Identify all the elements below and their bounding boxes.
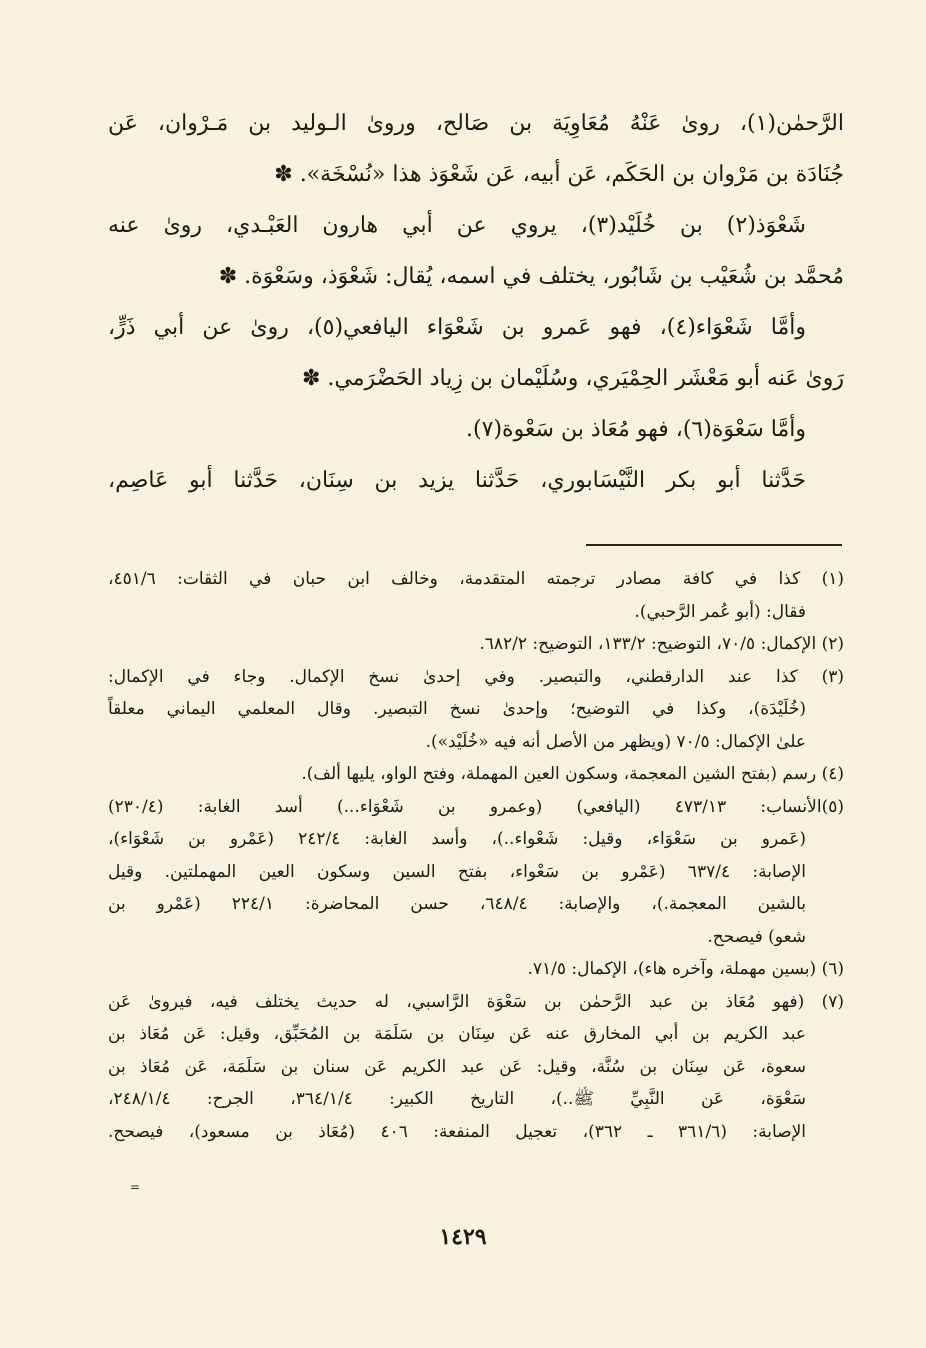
footnote-line: (خُلَيْدَة)، وكذا في التوضيح؛ وإحدىٰ نسخ التبصير. وقال المعلمي اليماني معلقاً (108, 699, 806, 719)
paragraph-shawa (108, 302, 844, 404)
footnote-line: (عَمرو بن سَعْوَاء، وقيل: شَعْواء..)، وأسد الغابة: ٢٤٢/٤ (عَمْرو بن شَعْوَاء)، (108, 829, 806, 849)
footnotes (108, 563, 844, 1148)
footnote-line: (١) كذا في كافة مصادر ترجمته المتقدمة، وخالف ابن حبان في الثقات: ٤٥١/٦، (108, 569, 844, 589)
footnote-1 (108, 563, 844, 628)
footnote-4 (108, 758, 844, 791)
text-line: مُحمَّد بن شُعَيْب بن شَابُور، يختلف في اسمه، يُقال: شَعْوَذ، وسَعْوَة. ✽ (218, 264, 844, 289)
text-line: جُنَادَة بن مَرْوان بن الحَكَم، عَن أبيه، عَن شَعْوَذ هذا «نُسْخَة». ✽ (274, 162, 844, 187)
footnote-7 (108, 986, 844, 1149)
text-line: وأمَّا سَعْوَة(٦)، فهو مُعَاذ بن سَعْوة(٧). (466, 417, 806, 442)
footnote-5 (108, 791, 844, 954)
text-line: شَعْوَذ(٢) بن خُلَيْد(٣)، يروي عن أبي هارون العَبْـدي، روىٰ عنه (108, 213, 806, 238)
text-line: حَدَّثنا أبو بكر النَّيْسَابوري، حَدَّثنا يزيد بن سِنَان، حَدَّثنا أبو عَاصِم، (108, 468, 806, 493)
footnote-separator (586, 544, 842, 546)
footnote-line: عبد الكريم بن أبي المخارق عنه عَن سِنَان بن سَلَمَة بن المُحَبِّق، وقيل: عَن مُعَاذ بن (108, 1024, 806, 1044)
footnote-line: شعو) فيصحح. (707, 926, 806, 947)
footnote-line: (٦) (بسين مهملة، وآخره هاء)، الإكمال: ٧١/٥. (527, 959, 844, 979)
footnote-line: سعوة، عَن سِنَان بن سُنَّة، وقيل: عَن عبد الكريم عَن سنان بن سَلَمَة، عَن مُعَاذ بن (108, 1056, 806, 1077)
footnote-line: (٣) كذا عند الدارقطني، والتبصير. وفي إحدىٰ نسخ الإكمال. وجاء في الإكمال: (108, 666, 844, 687)
page-number: ١٤٢٩ (439, 1224, 487, 1250)
footnote-line: علىٰ الإكمال: ٧٠/٥ (ويظهر من الأصل أنه فيه «خُلَيْد»). (425, 731, 806, 752)
footnote-line: بالشين المعجمة.)، والإصابة: ٦٤٨/٤، حسن المحاضرة: ٢٢٤/١ (عَمْرو بن (108, 894, 806, 914)
paragraph-sawa (108, 404, 844, 455)
main-text (108, 98, 844, 506)
footnote-line: (٢) الإكمال: ٧٠/٥، التوضيح: ١٣٣/٢، التوضيح: ٦٨٢/٢. (479, 634, 844, 654)
footnote-line: (٥)الأنساب: ٤٧٣/١٣ (اليافعي) (وعمرو بن شَعْوَاء...) أسد الغابة: (٢٣٠/٤) (108, 796, 844, 817)
paragraph-continuation-ruhman (108, 98, 844, 200)
footnote-line: (٤) رسم (بفتح الشين المعجمة، وسكون العين المهملة، وفتح الواو، يليها ألف). (301, 764, 844, 784)
margin-mark: = (130, 1180, 141, 1194)
paragraph-hadathana (108, 455, 844, 506)
footnote-line: فقال: (أبو عُمر الرَّحبي). (634, 601, 806, 622)
footnote-line: الإصابة: ٦٣٧/٤ (عَمْرو بن سَعْواء، بفتح السين وسكون العين المهملتين. وقيل (108, 861, 806, 882)
footnote-2 (108, 628, 844, 661)
text-line: وأمَّا شَعْوَاء(٤)، فهو عَمرو بن شَعْوَاء اليافعي(٥)، روىٰ عن أبي ذَرٍّ، (108, 315, 807, 340)
footnote-line: (٧) (فهو مُعَاذ بن عبد الرَّحمٰن بن سَعْوَة الرَّاسبي، له حديث يختلف فيه، فيروىٰ عَن (108, 991, 844, 1012)
text-line: الرَّحمٰن(١)، روىٰ عَنْهُ مُعَاوِيَة بن صَالح، وروىٰ الـوليد بن مَـرْوان، عَن (108, 111, 844, 136)
footnote-line: الإصابة: (٣٦١/٦ ـ ٣٦٢)، تعجيل المنفعة: ٤٠٦ (مُعَاذ بن مسعود)، فيصحح. (108, 1121, 806, 1142)
footnote-6 (108, 953, 844, 986)
text-line: رَوىٰ عَنه أبو مَعْشَر الحِمْيَري، وسُلَيْمان بن زِياد الحَضْرَمي. ✽ (301, 366, 844, 391)
paragraph-shawdh (108, 200, 844, 302)
footnote-line: سَعْوَة، عَن النَّبِيِّ ﷺ..)، التاريخ الكبير: ٣٦٤/١/٤، الجرح: ٢٤٨/١/٤، (108, 1089, 806, 1109)
footnote-3 (108, 661, 844, 759)
